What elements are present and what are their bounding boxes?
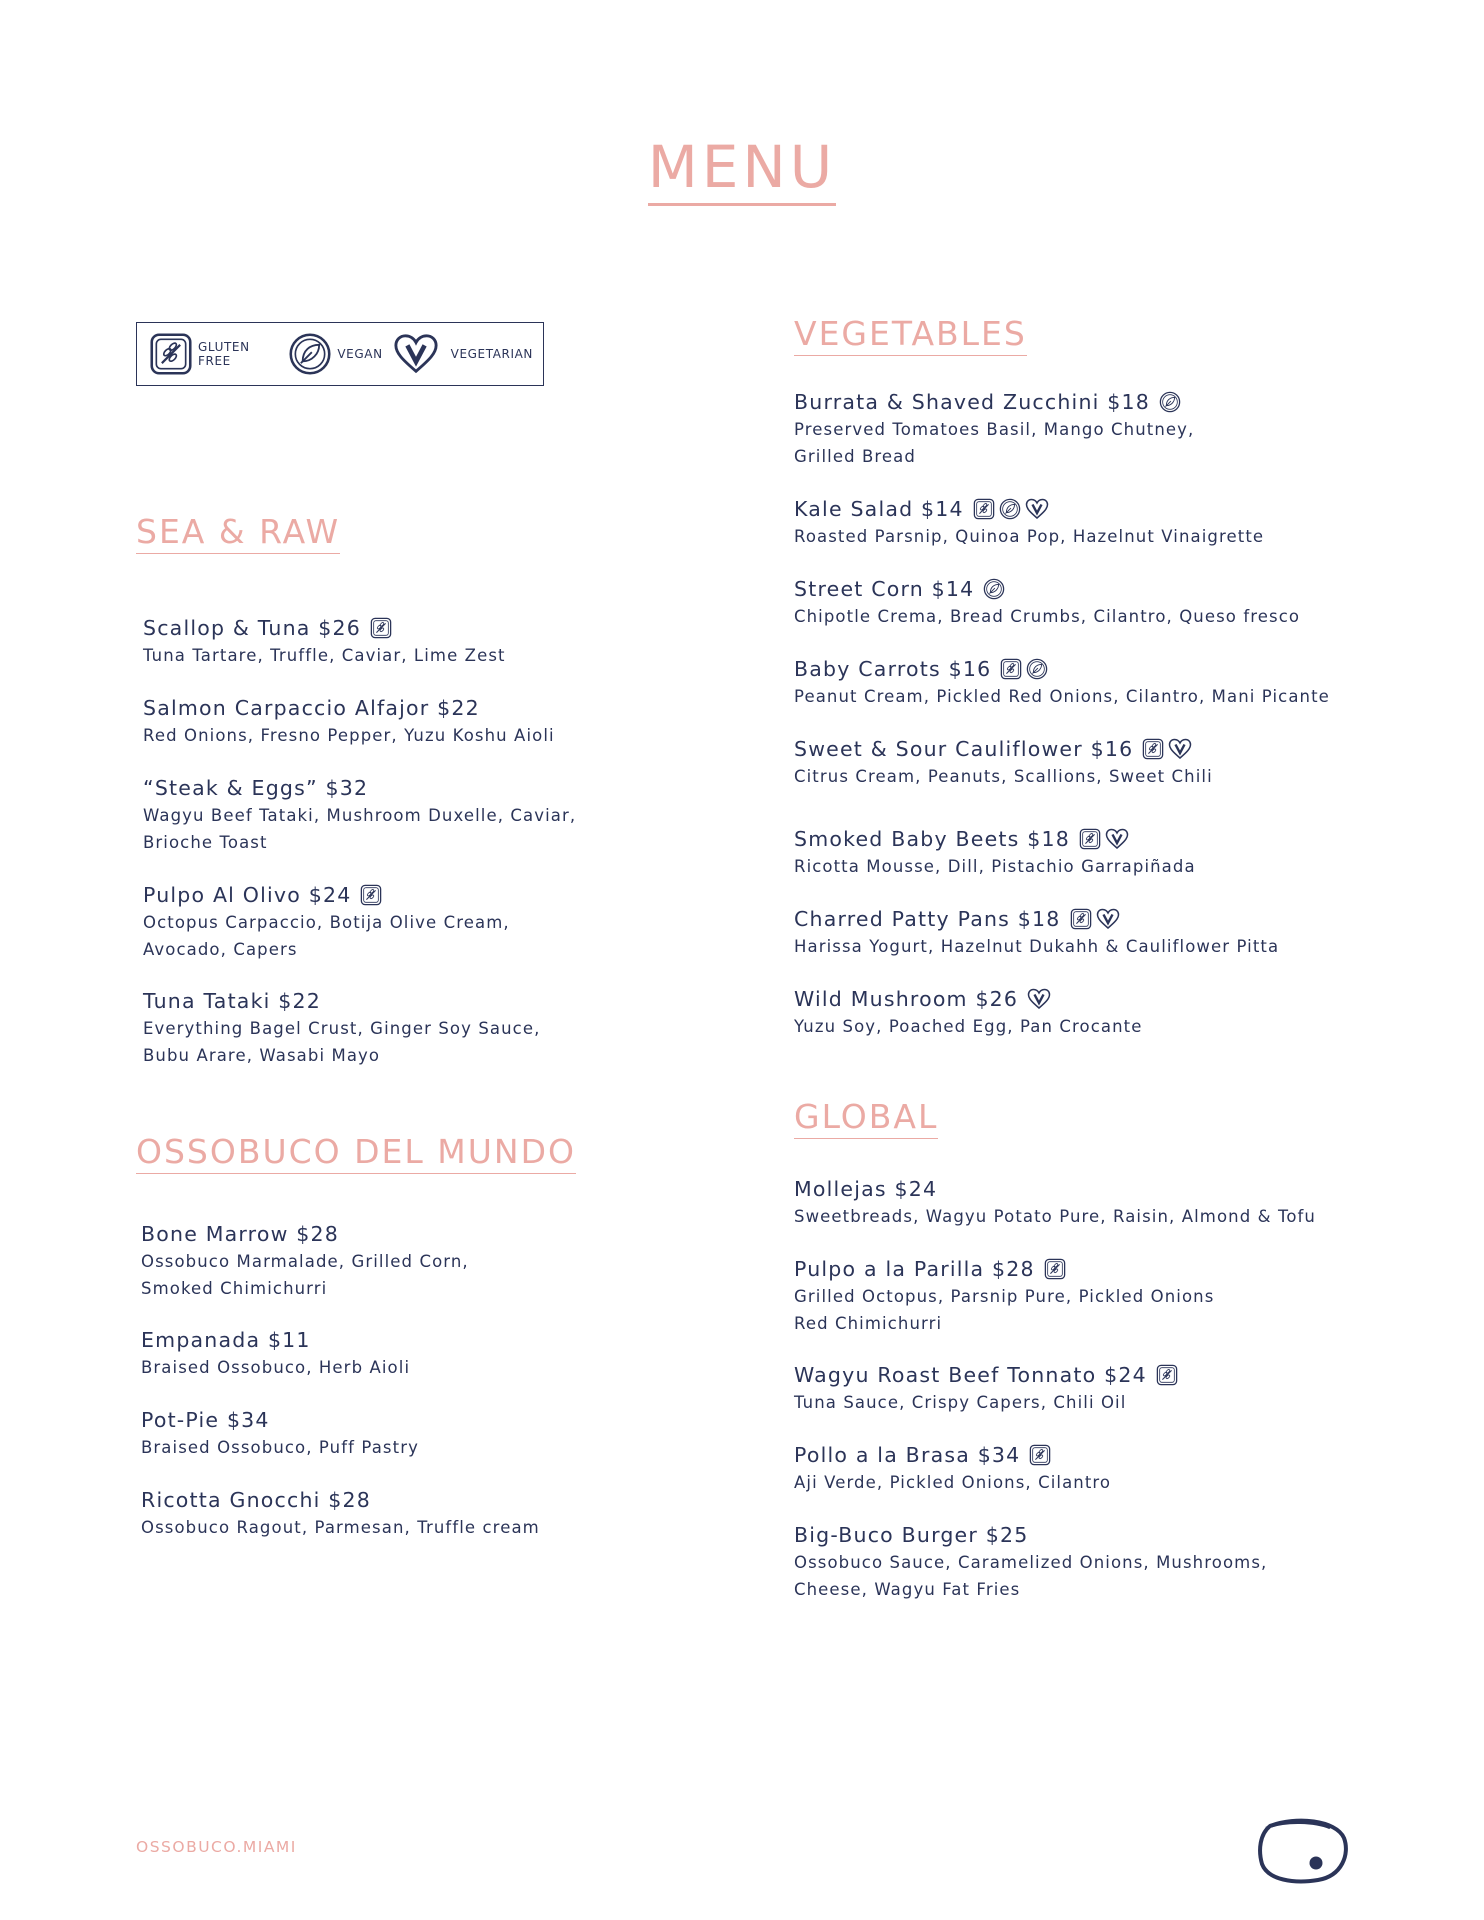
dietary-legend xyxy=(136,322,544,386)
vegetarian-icon xyxy=(1105,827,1129,851)
menu-item xyxy=(794,736,1213,791)
description-line: Braised Ossobuco, Herb Aioli xyxy=(141,1358,411,1377)
menu-item-name xyxy=(143,882,510,908)
menu-item-description xyxy=(794,684,1330,711)
gluten-free-icon xyxy=(360,884,382,906)
menu-item-title: Pot-Pie $34 xyxy=(141,1408,270,1432)
description-line: Wagyu Beef Tataki, Mushroom Duxelle, Caviar, xyxy=(143,806,577,825)
menu-item-name xyxy=(794,576,1300,602)
menu-item-title: Pulpo a la Parilla $28 xyxy=(794,1257,1035,1281)
legend-label: VEGAN xyxy=(337,347,383,361)
menu-item xyxy=(794,906,1279,961)
menu-item-title: Sweet & Sour Cauliflower $16 xyxy=(794,737,1134,761)
menu-item-description xyxy=(143,643,506,670)
menu-item-description xyxy=(141,1515,540,1542)
menu-item-name xyxy=(143,695,555,721)
menu-item-description xyxy=(794,854,1196,881)
vegan-icon xyxy=(983,578,1005,600)
description-line: Sweetbreads, Wagyu Potato Pure, Raisin, Almond & Tofu xyxy=(794,1207,1316,1226)
legend-gluten-free xyxy=(149,332,270,376)
vegetarian-icon xyxy=(1096,907,1120,931)
gluten-free-icon xyxy=(1000,658,1022,680)
menu-item-title: Burrata & Shaved Zucchini $18 xyxy=(794,390,1150,414)
dietary-icons xyxy=(1000,658,1048,680)
menu-item-description xyxy=(143,910,510,963)
description-line: Tuna Tartare, Truffle, Caviar, Lime Zest xyxy=(143,646,506,665)
menu-item-name xyxy=(794,906,1279,932)
menu-item-name xyxy=(141,1327,410,1353)
description-line: Braised Ossobuco, Puff Pastry xyxy=(141,1438,419,1457)
menu-item-title: Baby Carrots $16 xyxy=(794,657,992,681)
description-line: Yuzu Soy, Poached Egg, Pan Crocante xyxy=(794,1017,1143,1036)
section-title-global: GLOBAL xyxy=(794,1100,951,1133)
menu-item xyxy=(141,1487,540,1542)
menu-item xyxy=(794,826,1196,881)
description-line: Aji Verde, Pickled Onions, Cilantro xyxy=(794,1473,1112,1492)
section-title-sea-raw: SEA & RAW xyxy=(136,515,340,548)
dietary-icons xyxy=(1156,1364,1178,1386)
menu-item-title: Salmon Carpaccio Alfajor $22 xyxy=(143,696,480,720)
description-line: Ossobuco Marmalade, Grilled Corn, xyxy=(141,1252,469,1271)
gluten-free-icon xyxy=(1156,1364,1178,1386)
menu-item-name xyxy=(143,988,540,1014)
dietary-icons xyxy=(1070,907,1120,931)
menu-item-description xyxy=(143,803,576,856)
menu-item-description xyxy=(794,1014,1142,1041)
vegetarian-icon xyxy=(1027,987,1051,1011)
menu-item xyxy=(794,1522,1267,1603)
menu-item xyxy=(794,1442,1111,1497)
description-line: Grilled Octopus, Parsnip Pure, Pickled Onions xyxy=(794,1287,1215,1306)
menu-item xyxy=(794,576,1300,631)
footer-url: OSSOBUCO.MIAMI xyxy=(136,1838,297,1856)
menu-item-description xyxy=(141,1355,410,1382)
description-line: Brioche Toast xyxy=(143,832,268,852)
menu-item-name xyxy=(794,1176,1316,1202)
menu-item-description xyxy=(794,1390,1178,1417)
menu-item-title: Street Corn $14 xyxy=(794,577,975,601)
gluten-free-icon xyxy=(1070,908,1092,930)
menu-item-title: Pollo a la Brasa $34 xyxy=(794,1443,1021,1467)
menu-item-description xyxy=(794,417,1194,470)
menu-item-title: Tuna Tataki $22 xyxy=(143,989,321,1013)
menu-item xyxy=(143,988,540,1069)
menu-item-name xyxy=(794,1362,1178,1388)
description-line: Octopus Carpaccio, Botija Olive Cream, xyxy=(143,913,510,932)
menu-item xyxy=(794,1362,1178,1417)
vegetarian-icon xyxy=(393,331,439,377)
menu-item xyxy=(794,986,1142,1041)
description-line: Citrus Cream, Peanuts, Scallions, Sweet Chili xyxy=(794,767,1213,786)
menu-item xyxy=(141,1407,419,1462)
menu-item-title: Bone Marrow $28 xyxy=(141,1222,339,1246)
dietary-icons xyxy=(360,884,382,906)
dietary-icons xyxy=(1079,827,1129,851)
section-title-vegetables: VEGETABLES xyxy=(794,317,1027,350)
menu-item-name xyxy=(141,1221,469,1247)
menu-item-description xyxy=(794,604,1300,631)
menu-item-title: Big-Buco Burger $25 xyxy=(794,1523,1029,1547)
dietary-icons xyxy=(1027,987,1051,1011)
description-line: Ricotta Mousse, Dill, Pistachio Garrapiñada xyxy=(794,857,1196,876)
menu-item-name xyxy=(794,496,1264,522)
menu-item-name xyxy=(794,656,1330,682)
menu-item-description xyxy=(794,934,1279,961)
description-line: Red Onions, Fresno Pepper, Yuzu Koshu Aioli xyxy=(143,726,555,745)
menu-item-name xyxy=(794,826,1196,852)
menu-item xyxy=(794,656,1330,711)
menu-item-title: Kale Salad $14 xyxy=(794,497,964,521)
description-line: Avocado, Capers xyxy=(143,939,298,959)
menu-item-description xyxy=(143,1016,540,1069)
menu-item-title: Empanada $11 xyxy=(141,1328,311,1352)
description-line: Peanut Cream, Pickled Red Onions, Cilantro, Mani Picante xyxy=(794,687,1330,706)
dietary-icons xyxy=(983,578,1005,600)
description-line: Grilled Bread xyxy=(794,446,916,466)
gluten-free-icon xyxy=(1029,1444,1051,1466)
menu-item xyxy=(143,775,576,856)
gluten-free-icon xyxy=(1142,738,1164,760)
legend-label: GLUTEN FREE xyxy=(198,340,250,368)
menu-item-name xyxy=(794,389,1194,415)
menu-item-name xyxy=(794,736,1213,762)
description-line: Ossobuco Ragout, Parmesan, Truffle cream xyxy=(141,1518,540,1537)
menu-item-name xyxy=(794,1256,1214,1282)
vegan-icon xyxy=(1159,391,1181,413)
dietary-icons xyxy=(1044,1258,1066,1280)
menu-item-description xyxy=(794,1550,1267,1603)
menu-item-description xyxy=(794,1284,1214,1337)
description-line: Ossobuco Sauce, Caramelized Onions, Mushrooms, xyxy=(794,1553,1268,1572)
menu-item-description xyxy=(141,1435,419,1462)
description-line: Everything Bagel Crust, Ginger Soy Sauce, xyxy=(143,1019,541,1038)
menu-item-name xyxy=(141,1407,419,1433)
vegan-icon xyxy=(288,332,332,376)
vegetarian-icon xyxy=(1168,737,1192,761)
dietary-icons xyxy=(973,497,1049,521)
gluten-free-icon xyxy=(973,498,995,520)
menu-item-name xyxy=(794,1522,1267,1548)
menu-item xyxy=(141,1221,469,1302)
menu-item xyxy=(794,389,1194,470)
menu-item xyxy=(794,496,1264,551)
menu-item xyxy=(794,1176,1316,1231)
menu-item-description xyxy=(794,524,1264,551)
section-title-ossobuco: OSSOBUCO DEL MUNDO xyxy=(136,1135,576,1168)
menu-item-description xyxy=(794,764,1213,791)
dietary-icons xyxy=(370,617,392,639)
description-line: Preserved Tomatoes Basil, Mango Chutney, xyxy=(794,420,1195,439)
menu-item xyxy=(143,615,506,670)
vegan-icon xyxy=(1026,658,1048,680)
menu-item-description xyxy=(794,1204,1316,1231)
menu-item-name xyxy=(794,1442,1111,1468)
gluten-free-icon xyxy=(370,617,392,639)
vegetarian-icon xyxy=(1025,497,1049,521)
legend-label: VEGETARIAN xyxy=(450,347,533,361)
page-title: MENU xyxy=(0,138,1484,196)
description-line: Tuna Sauce, Crispy Capers, Chili Oil xyxy=(794,1393,1127,1412)
menu-item-name xyxy=(141,1487,540,1513)
description-line: Roasted Parsnip, Quinoa Pop, Hazelnut Vinaigrette xyxy=(794,527,1265,546)
dietary-icons xyxy=(1029,1444,1051,1466)
menu-item-title: Charred Patty Pans $18 xyxy=(794,907,1061,931)
menu-item xyxy=(143,695,555,750)
description-line: Cheese, Wagyu Fat Fries xyxy=(794,1579,1021,1599)
gluten-free-icon xyxy=(1044,1258,1066,1280)
menu-item-description xyxy=(794,1470,1111,1497)
menu-item xyxy=(141,1327,410,1382)
legend-vegan xyxy=(288,332,382,376)
legend-vegetarian xyxy=(393,331,533,377)
menu-item-title: Smoked Baby Beets $18 xyxy=(794,827,1070,851)
menu-item-title: Wild Mushroom $26 xyxy=(794,987,1019,1011)
menu-item-description xyxy=(141,1249,469,1302)
description-line: Chipotle Crema, Bread Crumbs, Cilantro, Queso fresco xyxy=(794,607,1301,626)
menu-item-name xyxy=(143,615,506,641)
menu-item-description xyxy=(143,723,555,750)
menu-item-title: Ricotta Gnocchi $28 xyxy=(141,1488,372,1512)
menu-item-title: “Steak & Eggs” $32 xyxy=(143,776,369,800)
description-line: Red Chimichurri xyxy=(794,1313,943,1333)
description-line: Smoked Chimichurri xyxy=(141,1278,328,1298)
menu-item xyxy=(143,882,510,963)
menu-item-title: Wagyu Roast Beef Tonnato $24 xyxy=(794,1363,1147,1387)
description-line: Harissa Yogurt, Hazelnut Dukahh & Cauliflower Pitta xyxy=(794,937,1280,956)
dietary-icons xyxy=(1142,737,1192,761)
vegan-icon xyxy=(999,498,1021,520)
ossobuco-logo-icon xyxy=(1256,1816,1350,1890)
menu-item-name xyxy=(794,986,1142,1012)
menu-item-title: Pulpo Al Olivo $24 xyxy=(143,883,352,907)
gluten-free-icon xyxy=(1079,828,1101,850)
menu-item-name xyxy=(143,775,576,801)
gluten-free-icon xyxy=(149,332,193,376)
dietary-icons xyxy=(1159,391,1181,413)
menu-item-title: Scallop & Tuna $26 xyxy=(143,616,362,640)
menu-item-title: Mollejas $24 xyxy=(794,1177,938,1201)
description-line: Bubu Arare, Wasabi Mayo xyxy=(143,1045,381,1065)
menu-item xyxy=(794,1256,1214,1337)
